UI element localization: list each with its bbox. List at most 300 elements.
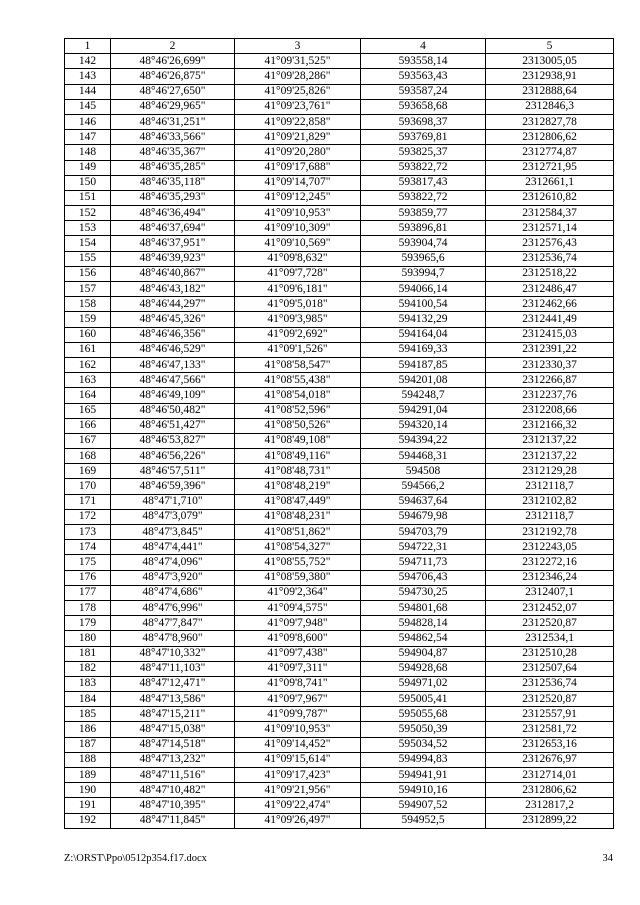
y-coordinate-cell: 2312610,82 (486, 190, 614, 205)
x-coordinate-cell: 594320,14 (361, 418, 486, 433)
point-number-cell: 147 (65, 130, 111, 145)
y-coordinate-cell: 2312330,37 (486, 357, 614, 372)
point-number-cell: 171 (65, 494, 111, 509)
table-row (65, 737, 614, 752)
x-coordinate-cell: 594100,54 (361, 297, 486, 312)
point-number-cell: 144 (65, 84, 111, 99)
point-number-cell: 153 (65, 221, 111, 236)
table-row (65, 403, 614, 418)
x-coordinate-cell: 593965,6 (361, 251, 486, 266)
y-coordinate-cell: 2312441,49 (486, 312, 614, 327)
x-coordinate-cell: 594711,73 (361, 555, 486, 570)
latitude-cell: 48°47'15,211" (111, 707, 235, 722)
longitude-cell: 41°08'51,862" (235, 525, 361, 540)
x-coordinate-cell: 594706,43 (361, 570, 486, 585)
longitude-cell: 41°08'47,449" (235, 494, 361, 509)
x-coordinate-cell: 593825,37 (361, 145, 486, 160)
point-number-cell: 184 (65, 692, 111, 707)
x-coordinate-cell: 593817,43 (361, 175, 486, 190)
longitude-cell: 41°09'21,956" (235, 783, 361, 798)
y-coordinate-cell: 2312534,1 (486, 631, 614, 646)
table-row (65, 130, 614, 145)
longitude-cell: 41°09'2,692" (235, 327, 361, 342)
table-row (65, 494, 614, 509)
y-coordinate-cell: 2312118,7 (486, 509, 614, 524)
table-row (65, 813, 614, 828)
longitude-cell: 41°09'14,707" (235, 175, 361, 190)
point-number-cell: 143 (65, 69, 111, 84)
latitude-cell: 48°46'37,694" (111, 221, 235, 236)
table-row (65, 206, 614, 221)
latitude-cell: 48°46'44,297" (111, 297, 235, 312)
latitude-cell: 48°47'13,586" (111, 692, 235, 707)
footer-file-path: Z:\ORST\Ppo\0512p354.f17.docx (64, 853, 207, 864)
y-coordinate-cell: 2312520,87 (486, 692, 614, 707)
x-coordinate-cell: 593698,37 (361, 114, 486, 129)
table-row (65, 692, 614, 707)
x-coordinate-cell: 594169,33 (361, 342, 486, 357)
longitude-cell: 41°09'17,688" (235, 160, 361, 175)
point-number-cell: 189 (65, 768, 111, 783)
latitude-cell: 48°47'4,441" (111, 540, 235, 555)
table-row (65, 251, 614, 266)
table-row (65, 433, 614, 448)
point-number-cell: 166 (65, 418, 111, 433)
x-coordinate-cell: 594132,29 (361, 312, 486, 327)
x-coordinate-cell: 594971,02 (361, 676, 486, 691)
x-coordinate-cell: 593904,74 (361, 236, 486, 251)
y-coordinate-cell: 2312510,28 (486, 646, 614, 661)
latitude-cell: 48°46'57,511" (111, 464, 235, 479)
point-number-cell: 191 (65, 798, 111, 813)
table-row (65, 479, 614, 494)
point-number-cell: 172 (65, 509, 111, 524)
point-number-cell: 170 (65, 479, 111, 494)
header-cell-3: 3 (235, 39, 361, 54)
table-row (65, 221, 614, 236)
latitude-cell: 48°47'4,686" (111, 585, 235, 600)
longitude-cell: 41°08'49,108" (235, 433, 361, 448)
longitude-cell: 41°08'50,526" (235, 418, 361, 433)
header-cell-1: 1 (65, 39, 111, 54)
y-coordinate-cell: 2312129,28 (486, 464, 614, 479)
point-number-cell: 183 (65, 676, 111, 691)
longitude-cell: 41°08'48,731" (235, 464, 361, 479)
latitude-cell: 48°47'3,920" (111, 570, 235, 585)
latitude-cell: 48°47'3,079" (111, 509, 235, 524)
table-row (65, 722, 614, 737)
point-number-cell: 162 (65, 357, 111, 372)
longitude-cell: 41°09'4,575" (235, 600, 361, 615)
table-row (65, 84, 614, 99)
longitude-cell: 41°09'20,280" (235, 145, 361, 160)
x-coordinate-cell: 595055,68 (361, 707, 486, 722)
x-coordinate-cell: 594679,98 (361, 509, 486, 524)
x-coordinate-cell: 594994,83 (361, 752, 486, 767)
table-row (65, 616, 614, 631)
y-coordinate-cell: 2312536,74 (486, 676, 614, 691)
latitude-cell: 48°46'47,566" (111, 373, 235, 388)
y-coordinate-cell: 2312536,74 (486, 251, 614, 266)
x-coordinate-cell: 594904,87 (361, 646, 486, 661)
point-number-cell: 150 (65, 175, 111, 190)
x-coordinate-cell: 594952,5 (361, 813, 486, 828)
point-number-cell: 160 (65, 327, 111, 342)
point-number-cell: 155 (65, 251, 111, 266)
longitude-cell: 41°09'7,728" (235, 266, 361, 281)
latitude-cell: 48°47'11,103" (111, 661, 235, 676)
coordinates-table (64, 38, 614, 829)
table-row (65, 600, 614, 615)
table-row (65, 676, 614, 691)
latitude-cell: 48°47'11,845" (111, 813, 235, 828)
table-row (65, 585, 614, 600)
longitude-cell: 41°09'22,474" (235, 798, 361, 813)
point-number-cell: 158 (65, 297, 111, 312)
y-coordinate-cell: 2312557,91 (486, 707, 614, 722)
table-row (65, 707, 614, 722)
table-row (65, 540, 614, 555)
x-coordinate-cell: 594722,31 (361, 540, 486, 555)
longitude-cell: 41°09'3,985" (235, 312, 361, 327)
point-number-cell: 190 (65, 783, 111, 798)
x-coordinate-cell: 594187,85 (361, 357, 486, 372)
x-coordinate-cell: 594201,08 (361, 373, 486, 388)
point-number-cell: 152 (65, 206, 111, 221)
longitude-cell: 41°09'8,600" (235, 631, 361, 646)
table-row (65, 357, 614, 372)
y-coordinate-cell: 2312272,16 (486, 555, 614, 570)
point-number-cell: 181 (65, 646, 111, 661)
table-row (65, 555, 614, 570)
x-coordinate-cell: 593587,24 (361, 84, 486, 99)
x-coordinate-cell: 594394,22 (361, 433, 486, 448)
longitude-cell: 41°08'55,438" (235, 373, 361, 388)
y-coordinate-cell: 2312899,22 (486, 813, 614, 828)
x-coordinate-cell: 595050,39 (361, 722, 486, 737)
point-number-cell: 180 (65, 631, 111, 646)
table-row (65, 373, 614, 388)
y-coordinate-cell: 2312452,07 (486, 600, 614, 615)
latitude-cell: 48°46'56,226" (111, 449, 235, 464)
latitude-cell: 48°47'3,845" (111, 525, 235, 540)
longitude-cell: 41°09'10,953" (235, 722, 361, 737)
latitude-cell: 48°47'12,471" (111, 676, 235, 691)
x-coordinate-cell: 594907,52 (361, 798, 486, 813)
longitude-cell: 41°09'14,452" (235, 737, 361, 752)
longitude-cell: 41°09'21,829" (235, 130, 361, 145)
longitude-cell: 41°09'10,953" (235, 206, 361, 221)
table-row (65, 631, 614, 646)
longitude-cell: 41°09'26,497" (235, 813, 361, 828)
latitude-cell: 48°47'8,960" (111, 631, 235, 646)
y-coordinate-cell: 2312102,82 (486, 494, 614, 509)
x-coordinate-cell: 593994,7 (361, 266, 486, 281)
header-cell-2: 2 (111, 39, 235, 54)
y-coordinate-cell: 2312486,47 (486, 282, 614, 297)
y-coordinate-cell: 2312661,1 (486, 175, 614, 190)
header-cell-5: 5 (486, 39, 614, 54)
table-row (65, 54, 614, 69)
y-coordinate-cell: 2312237,76 (486, 388, 614, 403)
point-number-cell: 163 (65, 373, 111, 388)
x-coordinate-cell: 594730,25 (361, 585, 486, 600)
table-row (65, 175, 614, 190)
latitude-cell: 48°46'46,529" (111, 342, 235, 357)
table-row (65, 282, 614, 297)
longitude-cell: 41°08'48,219" (235, 479, 361, 494)
longitude-cell: 41°09'8,741" (235, 676, 361, 691)
y-coordinate-cell: 2312571,14 (486, 221, 614, 236)
point-number-cell: 154 (65, 236, 111, 251)
x-coordinate-cell: 593822,72 (361, 190, 486, 205)
table-row (65, 236, 614, 251)
y-coordinate-cell: 2312415,03 (486, 327, 614, 342)
latitude-cell: 48°46'36,494" (111, 206, 235, 221)
latitude-cell: 48°47'13,232" (111, 752, 235, 767)
table-row (65, 312, 614, 327)
y-coordinate-cell: 2312576,43 (486, 236, 614, 251)
table-row (65, 525, 614, 540)
longitude-cell: 41°09'5,018" (235, 297, 361, 312)
longitude-cell: 41°09'25,826" (235, 84, 361, 99)
table-row (65, 69, 614, 84)
header-cell-4: 4 (361, 39, 486, 54)
y-coordinate-cell: 2312407,1 (486, 585, 614, 600)
latitude-cell: 48°47'14,518" (111, 737, 235, 752)
longitude-cell: 41°09'22,858" (235, 114, 361, 129)
point-number-cell: 179 (65, 616, 111, 631)
latitude-cell: 48°46'33,566" (111, 130, 235, 145)
point-number-cell: 159 (65, 312, 111, 327)
x-coordinate-cell: 594291,04 (361, 403, 486, 418)
point-number-cell: 142 (65, 54, 111, 69)
longitude-cell: 41°09'2,364" (235, 585, 361, 600)
point-number-cell: 151 (65, 190, 111, 205)
point-number-cell: 167 (65, 433, 111, 448)
y-coordinate-cell: 2312266,87 (486, 373, 614, 388)
table-row (65, 768, 614, 783)
table-row (65, 646, 614, 661)
latitude-cell: 48°46'39,923" (111, 251, 235, 266)
latitude-cell: 48°46'26,875" (111, 69, 235, 84)
point-number-cell: 175 (65, 555, 111, 570)
y-coordinate-cell: 2312721,95 (486, 160, 614, 175)
point-number-cell: 165 (65, 403, 111, 418)
latitude-cell: 48°46'45,326" (111, 312, 235, 327)
y-coordinate-cell: 2313005,05 (486, 54, 614, 69)
longitude-cell: 41°08'59,380" (235, 570, 361, 585)
point-number-cell: 176 (65, 570, 111, 585)
x-coordinate-cell: 594248,7 (361, 388, 486, 403)
longitude-cell: 41°09'7,967" (235, 692, 361, 707)
latitude-cell: 48°47'15,038" (111, 722, 235, 737)
longitude-cell: 41°08'52,596" (235, 403, 361, 418)
table-row (65, 752, 614, 767)
latitude-cell: 48°46'35,285" (111, 160, 235, 175)
longitude-cell: 41°09'31,525" (235, 54, 361, 69)
table-row (65, 160, 614, 175)
y-coordinate-cell: 2312243,05 (486, 540, 614, 555)
table-row (65, 99, 614, 114)
point-number-cell: 148 (65, 145, 111, 160)
y-coordinate-cell: 2312938,91 (486, 69, 614, 84)
longitude-cell: 41°09'7,438" (235, 646, 361, 661)
latitude-cell: 48°47'4,096" (111, 555, 235, 570)
point-number-cell: 186 (65, 722, 111, 737)
x-coordinate-cell: 593822,72 (361, 160, 486, 175)
point-number-cell: 164 (65, 388, 111, 403)
longitude-cell: 41°08'55,752" (235, 555, 361, 570)
longitude-cell: 41°09'6,181" (235, 282, 361, 297)
x-coordinate-cell: 594566,2 (361, 479, 486, 494)
longitude-cell: 41°08'48,231" (235, 509, 361, 524)
point-number-cell: 156 (65, 266, 111, 281)
point-number-cell: 174 (65, 540, 111, 555)
x-coordinate-cell: 594066,14 (361, 282, 486, 297)
point-number-cell: 157 (65, 282, 111, 297)
y-coordinate-cell: 2312166,32 (486, 418, 614, 433)
y-coordinate-cell: 2312653,16 (486, 737, 614, 752)
latitude-cell: 48°46'31,251" (111, 114, 235, 129)
longitude-cell: 41°09'15,614" (235, 752, 361, 767)
longitude-cell: 41°08'49,116" (235, 449, 361, 464)
point-number-cell: 161 (65, 342, 111, 357)
longitude-cell: 41°09'10,569" (235, 236, 361, 251)
point-number-cell: 177 (65, 585, 111, 600)
latitude-cell: 48°47'11,516" (111, 768, 235, 783)
latitude-cell: 48°46'51,427" (111, 418, 235, 433)
y-coordinate-cell: 2312507,64 (486, 661, 614, 676)
longitude-cell: 41°09'1,526" (235, 342, 361, 357)
table-row (65, 327, 614, 342)
y-coordinate-cell: 2312774,87 (486, 145, 614, 160)
x-coordinate-cell: 594862,54 (361, 631, 486, 646)
table-body (65, 39, 614, 829)
longitude-cell: 41°09'12,245" (235, 190, 361, 205)
point-number-cell: 173 (65, 525, 111, 540)
point-number-cell: 145 (65, 99, 111, 114)
table-row (65, 388, 614, 403)
latitude-cell: 48°46'27,650" (111, 84, 235, 99)
point-number-cell: 192 (65, 813, 111, 828)
y-coordinate-cell: 2312827,78 (486, 114, 614, 129)
x-coordinate-cell: 594801,68 (361, 600, 486, 615)
longitude-cell: 41°08'54,327" (235, 540, 361, 555)
x-coordinate-cell: 594910,16 (361, 783, 486, 798)
point-number-cell: 188 (65, 752, 111, 767)
table-row (65, 449, 614, 464)
table-row (65, 266, 614, 281)
table-row (65, 661, 614, 676)
y-coordinate-cell: 2312137,22 (486, 433, 614, 448)
x-coordinate-cell: 593896,81 (361, 221, 486, 236)
latitude-cell: 48°46'26,699" (111, 54, 235, 69)
point-number-cell: 182 (65, 661, 111, 676)
x-coordinate-cell: 593563,43 (361, 69, 486, 84)
y-coordinate-cell: 2312676,97 (486, 752, 614, 767)
x-coordinate-cell: 594703,79 (361, 525, 486, 540)
y-coordinate-cell: 2312581,72 (486, 722, 614, 737)
longitude-cell: 41°09'23,761" (235, 99, 361, 114)
latitude-cell: 48°47'6,996" (111, 600, 235, 615)
x-coordinate-cell: 594468,31 (361, 449, 486, 464)
y-coordinate-cell: 2312208,66 (486, 403, 614, 418)
table-row (65, 114, 614, 129)
longitude-cell: 41°09'7,311" (235, 661, 361, 676)
table-row (65, 509, 614, 524)
point-number-cell: 187 (65, 737, 111, 752)
y-coordinate-cell: 2312714,01 (486, 768, 614, 783)
table-row (65, 783, 614, 798)
latitude-cell: 48°46'35,118" (111, 175, 235, 190)
y-coordinate-cell: 2312846,3 (486, 99, 614, 114)
latitude-cell: 48°46'50,482" (111, 403, 235, 418)
table-row (65, 145, 614, 160)
y-coordinate-cell: 2312806,62 (486, 130, 614, 145)
point-number-cell: 146 (65, 114, 111, 129)
x-coordinate-cell: 593769,81 (361, 130, 486, 145)
y-coordinate-cell: 2312520,87 (486, 616, 614, 631)
longitude-cell: 41°09'10,309" (235, 221, 361, 236)
latitude-cell: 48°46'29,965" (111, 99, 235, 114)
table-row (65, 798, 614, 813)
longitude-cell: 41°08'54,018" (235, 388, 361, 403)
x-coordinate-cell: 593859,77 (361, 206, 486, 221)
y-coordinate-cell: 2312118,7 (486, 479, 614, 494)
latitude-cell: 48°46'53,827" (111, 433, 235, 448)
x-coordinate-cell: 593658,68 (361, 99, 486, 114)
longitude-cell: 41°08'58,547" (235, 357, 361, 372)
latitude-cell: 48°47'10,395" (111, 798, 235, 813)
latitude-cell: 48°46'35,293" (111, 190, 235, 205)
y-coordinate-cell: 2312806,62 (486, 783, 614, 798)
latitude-cell: 48°46'35,367" (111, 145, 235, 160)
table-row (65, 464, 614, 479)
longitude-cell: 41°09'8,632" (235, 251, 361, 266)
latitude-cell: 48°46'43,182" (111, 282, 235, 297)
table-row (65, 297, 614, 312)
x-coordinate-cell: 594164,04 (361, 327, 486, 342)
longitude-cell: 41°09'17,423" (235, 768, 361, 783)
longitude-cell: 41°09'9,787" (235, 707, 361, 722)
table-header-row (65, 39, 614, 54)
latitude-cell: 48°47'10,482" (111, 783, 235, 798)
latitude-cell: 48°46'40,867" (111, 266, 235, 281)
longitude-cell: 41°09'28,286" (235, 69, 361, 84)
y-coordinate-cell: 2312817,2 (486, 798, 614, 813)
point-number-cell: 178 (65, 600, 111, 615)
y-coordinate-cell: 2312518,22 (486, 266, 614, 281)
latitude-cell: 48°47'10,332" (111, 646, 235, 661)
x-coordinate-cell: 595005,41 (361, 692, 486, 707)
table-row (65, 190, 614, 205)
y-coordinate-cell: 2312192,78 (486, 525, 614, 540)
y-coordinate-cell: 2312584,37 (486, 206, 614, 221)
x-coordinate-cell: 594828,14 (361, 616, 486, 631)
latitude-cell: 48°46'47,133" (111, 357, 235, 372)
table-row (65, 418, 614, 433)
x-coordinate-cell: 594637,64 (361, 494, 486, 509)
point-number-cell: 169 (65, 464, 111, 479)
y-coordinate-cell: 2312462,66 (486, 297, 614, 312)
table-row (65, 570, 614, 585)
point-number-cell: 149 (65, 160, 111, 175)
page-number: 34 (602, 853, 613, 864)
x-coordinate-cell: 594508 (361, 464, 486, 479)
y-coordinate-cell: 2312346,24 (486, 570, 614, 585)
point-number-cell: 185 (65, 707, 111, 722)
